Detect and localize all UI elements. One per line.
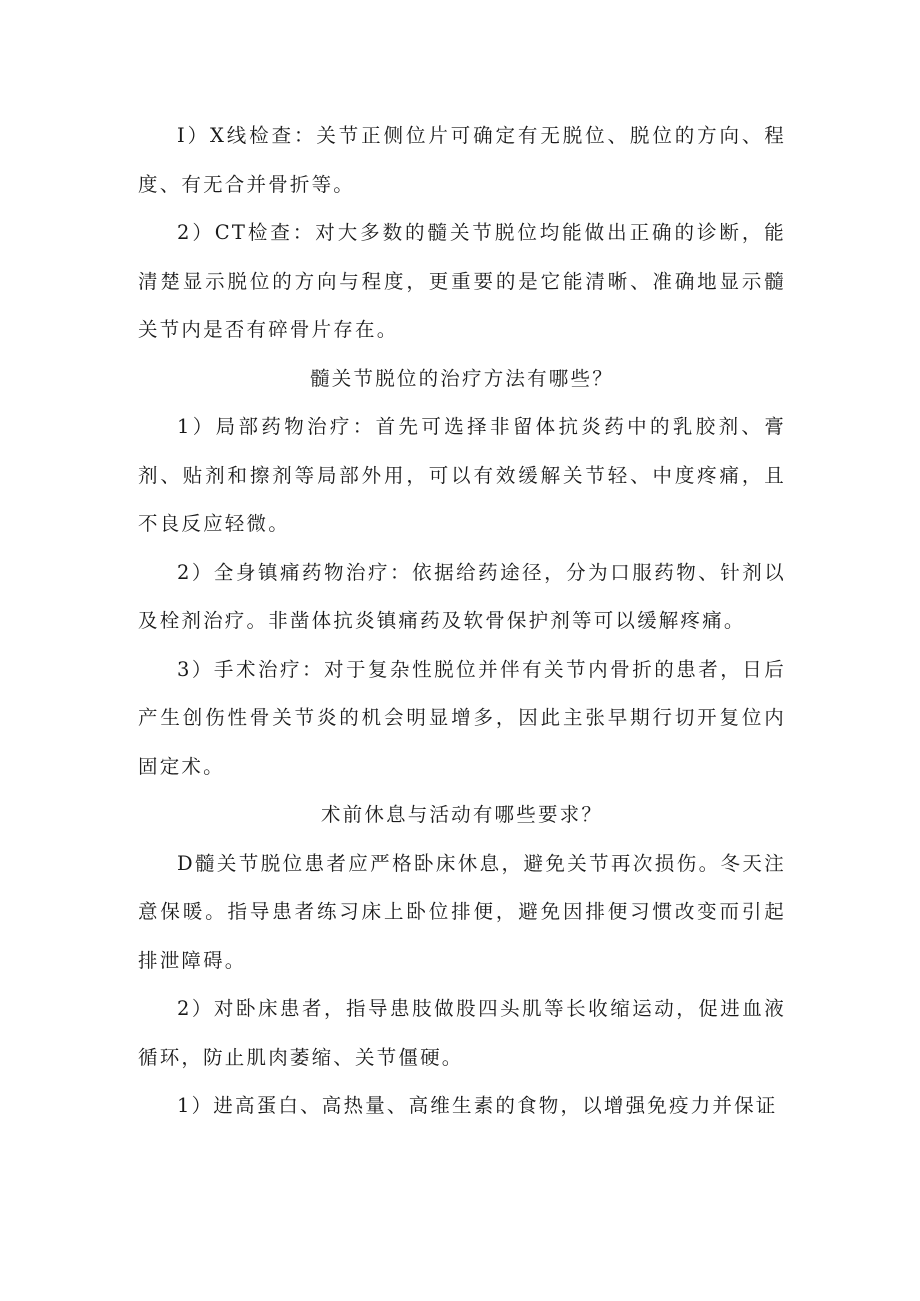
paragraph-bed-rest: D髓关节脱位患者应严格卧床休息，避免关节再次损伤。冬天注意保暖。指导患者练习床上卧位排便，避免因排便习惯改变而引起排泄障碍。: [138, 851, 786, 972]
paragraph-systemic-analgesic-therapy: 2）全身镇痛药物治疗：依据给药途径，分为口服药物、针剂以及栓剂治疗。非凿体抗炎镇痛药及软骨保护剂等可以缓解疼痛。: [138, 560, 786, 632]
paragraph-surgical-treatment: 3）手术治疗：对于复杂性脱位并伴有关节内骨折的患者，日后产生创伤性骨关节炎的机会明显增多，因此主张早期行切开复位内固定术。: [138, 657, 786, 778]
section-heading-treatment: 髓关节脱位的治疗方法有哪些？: [310, 366, 614, 390]
document-body: [138, 112, 786, 1131]
paragraph-xray-exam: I）X线检查：关节正侧位片可确定有无脱位、脱位的方向、程度、有无合并骨折等。: [138, 124, 786, 196]
paragraph-muscle-exercise: 2）对卧床患者，指导患肢做股四头肌等长收缩运动，促进血液循环，防止肌肉萎缩、关节僵硬。: [138, 997, 786, 1069]
paragraph-diet: 1）进高蛋白、高热量、高维生素的食物，以增强免疫力并保证: [177, 1094, 778, 1117]
paragraph-ct-exam: 2）CT检查：对大多数的髓关节脱位均能做出正确的诊断，能清楚显示脱位的方向与程度，更重要的是它能清晰、准确地显示髓关节内是否有碎骨片存在。: [138, 221, 786, 341]
section-heading-preop-rest: 术前休息与活动有哪些要求？: [320, 803, 604, 826]
paragraph-local-drug-therapy: 1）局部药物治疗：首先可选择非留体抗炎药中的乳胶剂、膏剂、贴剂和擦剂等局部外用，可以有效缓解关节轻、中度疼痛，且不良反应轻微。: [138, 415, 786, 535]
